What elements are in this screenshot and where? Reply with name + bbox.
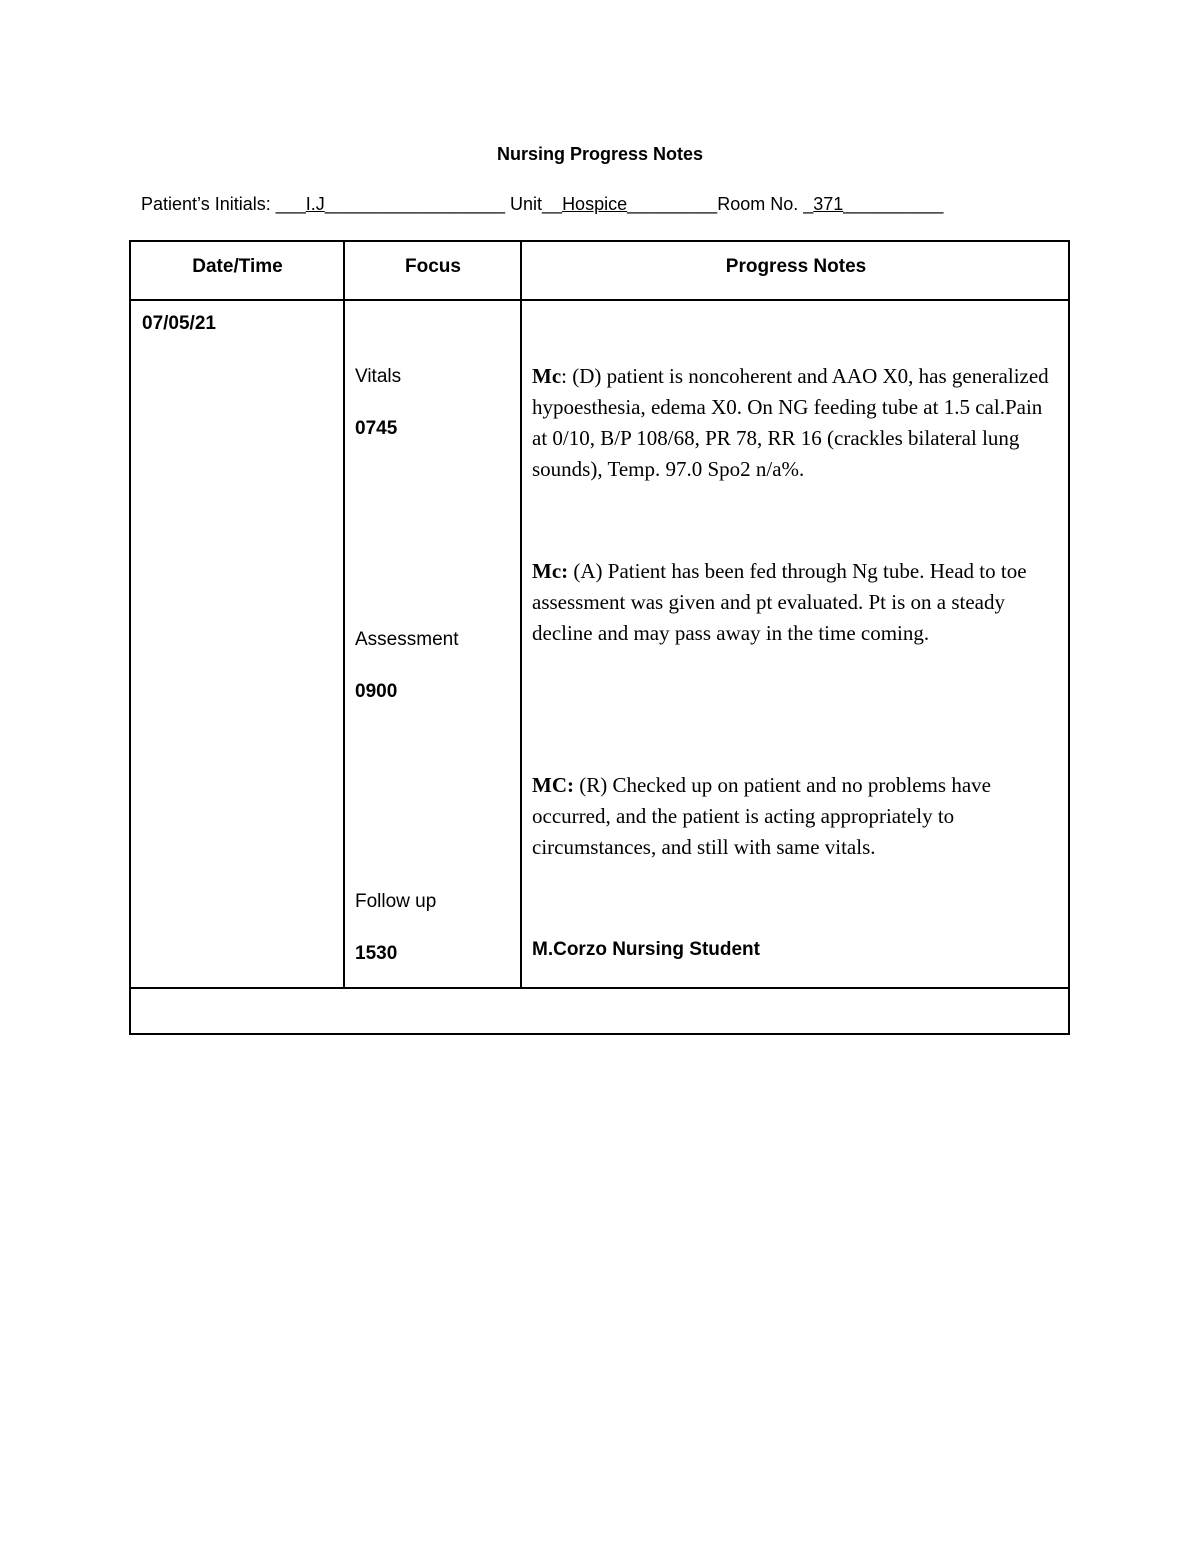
entry-date: 07/05/21 — [142, 313, 216, 334]
focus-follow-up: Follow up — [355, 891, 437, 912]
note-assessment-text: (A) Patient has been fed through Ng tube. Head to toe assessment was given and pt evaluated. Pt is on a steady decline and may pass away in the time coming. — [532, 559, 1027, 645]
time-follow-up: 1530 — [355, 943, 398, 964]
room-label: Room No. — [717, 194, 804, 214]
patient-initials-value: I.J — [305, 194, 325, 214]
note-assessment — [532, 556, 1062, 649]
note-follow-up-tag: MC: — [532, 773, 574, 797]
note-assessment-tag: Mc: — [532, 559, 569, 583]
time-assessment: 0900 — [355, 681, 398, 702]
note-vitals-tag: Mc — [532, 364, 562, 388]
nurse-signature: M.Corzo Nursing Student — [532, 939, 760, 960]
focus-vitals: Vitals — [355, 366, 402, 387]
room-suffix: __________ — [843, 194, 944, 214]
empty-footer-row — [131, 989, 1068, 1033]
time-vitals: 0745 — [355, 418, 398, 439]
unit-suffix: _________ — [627, 194, 718, 214]
patient-initials-suffix: __________________ — [324, 194, 506, 214]
document-title: Nursing Progress Notes — [496, 144, 704, 164]
unit-label: Unit — [505, 194, 543, 214]
note-follow-up — [532, 770, 1062, 863]
progress-notes-table — [129, 240, 1070, 1035]
note-vitals-text: : (D) patient is noncoherent and AAO X0, has generalized hypoesthesia, edema X0. On NG feeding tube at 1.5 cal.Pain at 0/10, B/P 108/68, PR 78, RR 16 (crackles bilateral lung sounds), Temp. 97.0 Spo2 n/a%. — [532, 364, 1049, 481]
patient-initials-label: Patient’s Initials: — [141, 194, 276, 214]
column-divider-1 — [343, 242, 345, 988]
header-progress-notes: Progress Notes — [725, 256, 867, 277]
note-vitals — [532, 361, 1062, 485]
unit-value: Hospice — [562, 194, 628, 214]
focus-assessment: Assessment — [355, 629, 459, 650]
note-follow-up-text: (R) Checked up on patient and no problems have occurred, and the patient is acting appropriately to circumstances, and still with same vitals. — [532, 773, 991, 859]
unit-prefix: __ — [542, 194, 563, 214]
header-datetime: Date/Time — [192, 256, 283, 277]
header-focus: Focus — [405, 256, 461, 277]
patient-info-line — [141, 194, 943, 215]
header-divider — [131, 299, 1068, 301]
room-prefix: _ — [803, 194, 814, 214]
room-value: 371 — [813, 194, 844, 214]
column-divider-2 — [520, 242, 522, 988]
patient-initials-prefix: ___ — [275, 194, 306, 214]
